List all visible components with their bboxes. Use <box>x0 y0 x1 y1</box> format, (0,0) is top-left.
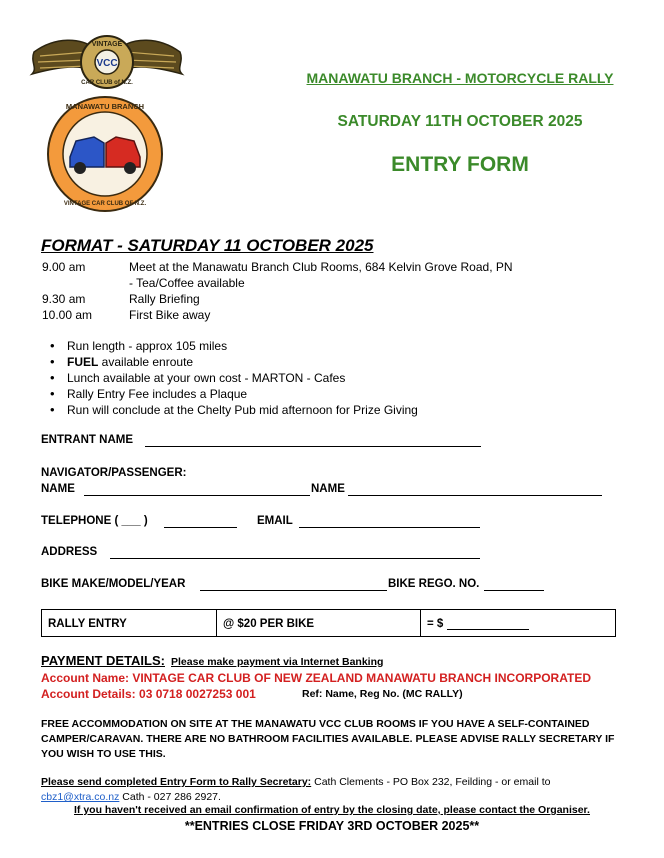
bike-make-label: BIKE MAKE/MODEL/YEAR <box>41 578 186 590</box>
email-label: EMAIL <box>257 515 293 527</box>
payment-note: Please make payment via Internet Banking <box>171 656 384 668</box>
bike-make-field[interactable] <box>200 590 387 591</box>
logo-bottom-text: CAR CLUB of N.Z. <box>81 80 133 86</box>
schedule-row <box>42 307 519 323</box>
rally-date: SATURDAY 11TH OCTOBER 2025 <box>337 113 583 130</box>
schedule-time: 9.00 am <box>42 260 86 274</box>
account-details: Account Details: 03 0718 0027253 001 <box>41 687 256 701</box>
format-title: FORMAT - SATURDAY 11 OCTOBER 2025 <box>41 236 374 255</box>
send-text: Cath Clements - PO Box 232, Feilding - or email to <box>311 776 551 788</box>
rally-total-field[interactable] <box>447 629 529 630</box>
free-accommodation-note: FREE ACCOMMODATION ON SITE AT THE MANAWATU VCC CLUB ROOMS IF YOU HAVE A SELF-CONTAINED CAMPER/CARAVAN. THERE ARE NO BATHROOM FACILITIES AVAILABLE. PLEASE ADVISE RALLY SECRETARY IF YOU WISH TO USE THIS. <box>41 718 615 760</box>
second-name-label: NAME <box>311 483 345 495</box>
bike-rego-field[interactable] <box>484 590 544 591</box>
schedule-desc: First Bike away <box>129 308 211 322</box>
logo-top-text: VINTAGE <box>91 41 123 48</box>
branch-logo-top-text: MANAWATU BRANCH <box>65 102 145 111</box>
rally-entry-table <box>41 609 616 637</box>
bike-rego-label: BIKE REGO. NO. <box>388 578 480 590</box>
rally-title: MANAWATU BRANCH - MOTORCYCLE RALLY <box>306 70 614 86</box>
manawatu-branch-logo <box>46 95 164 213</box>
rally-entry-cell: RALLY ENTRY <box>42 610 217 636</box>
send-label: Please send completed Entry Form to Rally Secretary: <box>41 776 312 788</box>
entry-form-heading: ENTRY FORM <box>391 153 529 176</box>
rally-fee-cell: @ $20 PER BIKE <box>217 610 421 636</box>
rally-total-cell[interactable] <box>421 610 615 636</box>
schedule <box>42 259 519 323</box>
list-item: • Run length - approx 105 miles <box>50 338 418 354</box>
entrant-name-label: ENTRANT NAME <box>41 434 133 446</box>
address-label: ADDRESS <box>41 546 98 558</box>
address-field[interactable] <box>110 558 480 559</box>
secretary-phone: Cath - 027 286 2927. <box>119 791 221 803</box>
navigator-name-label: NAME <box>41 483 75 495</box>
entries-close-note: **ENTRIES CLOSE FRIDAY 3RD OCTOBER 2025** <box>184 819 480 833</box>
schedule-row <box>42 291 519 307</box>
schedule-desc: Meet at the Manawatu Branch Club Rooms, 684 Kelvin Grove Road, PN - Tea/Coffee available <box>129 260 513 290</box>
schedule-time: 10.00 am <box>42 308 93 322</box>
second-name-field[interactable] <box>348 495 602 496</box>
payment-ref: Ref: Name, Reg No. (MC RALLY) <box>302 688 463 700</box>
email-field[interactable] <box>299 527 480 528</box>
telephone-label: TELEPHONE ( ___ ) <box>41 515 148 527</box>
format-bullet-list <box>50 338 418 418</box>
rally-total-label: = $ <box>427 618 444 630</box>
schedule-time: 9.30 am <box>42 292 86 306</box>
list-item: • Run will conclude at the Chelty Pub mid afternoon for Prize Giving <box>50 402 418 418</box>
navigator-label: NAVIGATOR/PASSENGER: <box>41 467 187 479</box>
confirmation-note: If you haven't received an email confirmation of entry by the closing date, please contact the Organiser. <box>74 804 590 816</box>
entrant-name-field[interactable] <box>145 446 481 447</box>
navigator-name-field[interactable] <box>84 495 310 496</box>
schedule-row <box>42 259 519 291</box>
schedule-desc: Rally Briefing <box>129 292 200 306</box>
list-item: • Rally Entry Fee includes a Plaque <box>50 386 418 402</box>
logo-mid-text: VCC <box>96 58 118 69</box>
list-item: • FUEL available enroute <box>50 354 418 370</box>
telephone-field[interactable] <box>164 527 237 528</box>
payment-title-text: PAYMENT DETAILS: <box>41 653 165 668</box>
list-item: • Lunch available at your own cost - MARTON - Cafes <box>50 370 418 386</box>
vcc-winged-logo <box>26 34 188 90</box>
payment-title <box>41 653 383 668</box>
branch-logo-bottom-text: VINTAGE CAR CLUB OF N.Z. <box>63 201 147 207</box>
account-name: Account Name: VINTAGE CAR CLUB OF NEW ZEALAND MANAWATU BRANCH INCORPORATED <box>41 671 591 685</box>
secretary-email-link[interactable]: cbz1@xtra.co.nz <box>41 791 120 803</box>
send-instructions <box>41 775 626 805</box>
